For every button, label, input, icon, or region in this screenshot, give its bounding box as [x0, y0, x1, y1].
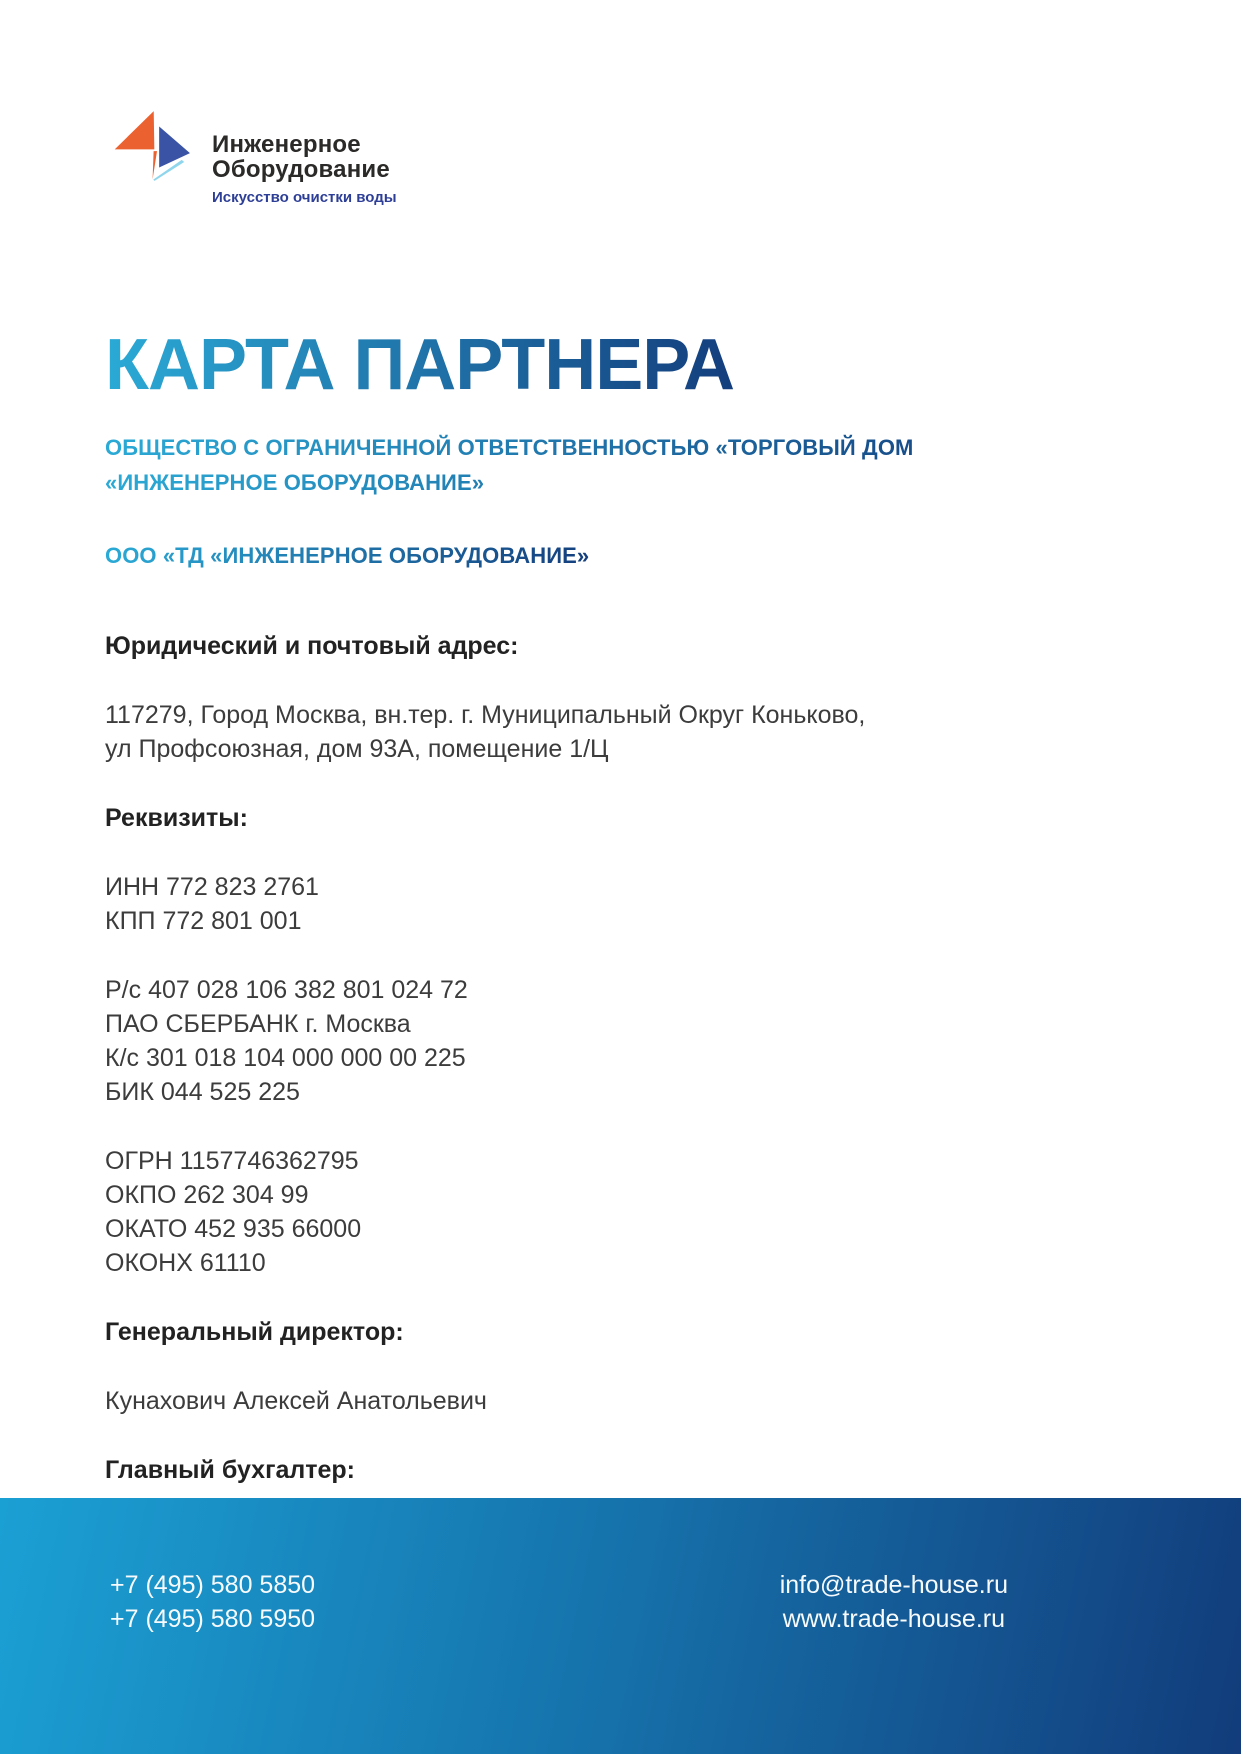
bank-name: ПАО СБЕРБАНК г. Москва [105, 1010, 411, 1038]
okato-value: ОКАТО 452 935 66000 [105, 1215, 362, 1243]
company-full-name: ОБЩЕСТВО С ОГРАНИЧЕННОЙ ОТВЕТСТВЕННОСТЬЮ «ТОРГОВЫЙ ДОМ «ИНЖЕНЕРНОЕ ОБОРУДОВАНИЕ» [105, 430, 1050, 500]
logo-mark-icon [114, 110, 192, 184]
correspondent-account: К/с 301 018 104 000 000 00 225 [105, 1044, 466, 1072]
legal-address-line: ул Профсоюзная, дом 93А, помещение 1/Ц [105, 735, 609, 763]
contact-footer [0, 1498, 1241, 1754]
bik-value: БИК 044 525 225 [105, 1078, 300, 1106]
footer-phones [110, 1568, 315, 1636]
section-director [105, 1315, 1181, 1349]
section-requisites [105, 801, 1181, 835]
okonh-value: ОКОНХ 61110 [105, 1249, 266, 1277]
section-accountant [105, 1453, 1181, 1487]
phone-number: +7 (495) 580 5850 [110, 1571, 316, 1599]
logo-tagline: Искусство очистки воды [212, 189, 397, 206]
accountant-label: Главный бухгалтер: [105, 1456, 356, 1484]
document-body [105, 326, 1181, 1556]
company-logo [114, 110, 397, 206]
director-name: Кунахович Алексей Анатольевич [105, 1387, 487, 1415]
logo-name-line1: Инженерное [212, 131, 361, 158]
legal-address-line: 117279, Город Москва, вн.тер. г. Муниципальный Округ Коньково, [105, 701, 866, 729]
logo-company-name [212, 132, 397, 182]
page-title: КАРТА ПАРТНЕРА [105, 325, 734, 405]
phone-number: +7 (495) 580 5950 [110, 1605, 316, 1633]
legal-address-label: Юридический и почтовый адрес: [105, 632, 519, 660]
director-label: Генеральный директор: [105, 1318, 404, 1346]
inn-value: ИНН 772 823 2761 [105, 873, 319, 901]
website-url: www.trade-house.ru [782, 1605, 1006, 1633]
footer-web [780, 1568, 1008, 1636]
company-short-name: ООО «ТД «ИНЖЕНЕРНОЕ ОБОРУДОВАНИЕ» [105, 538, 589, 573]
kpp-value: КПП 772 801 001 [105, 907, 302, 935]
settlement-account: Р/с 407 028 106 382 801 024 72 [105, 976, 468, 1004]
okpo-value: ОКПО 262 304 99 [105, 1181, 309, 1209]
logo-text [212, 110, 397, 206]
details-list [105, 629, 1181, 1556]
email-address: info@trade-house.ru [779, 1571, 1008, 1599]
requisites-label: Реквизиты: [105, 804, 248, 832]
section-legal-address [105, 629, 1181, 663]
ogrn-value: ОГРН 1157746362795 [105, 1147, 359, 1175]
logo-name-line2: Оборудование [212, 156, 390, 183]
